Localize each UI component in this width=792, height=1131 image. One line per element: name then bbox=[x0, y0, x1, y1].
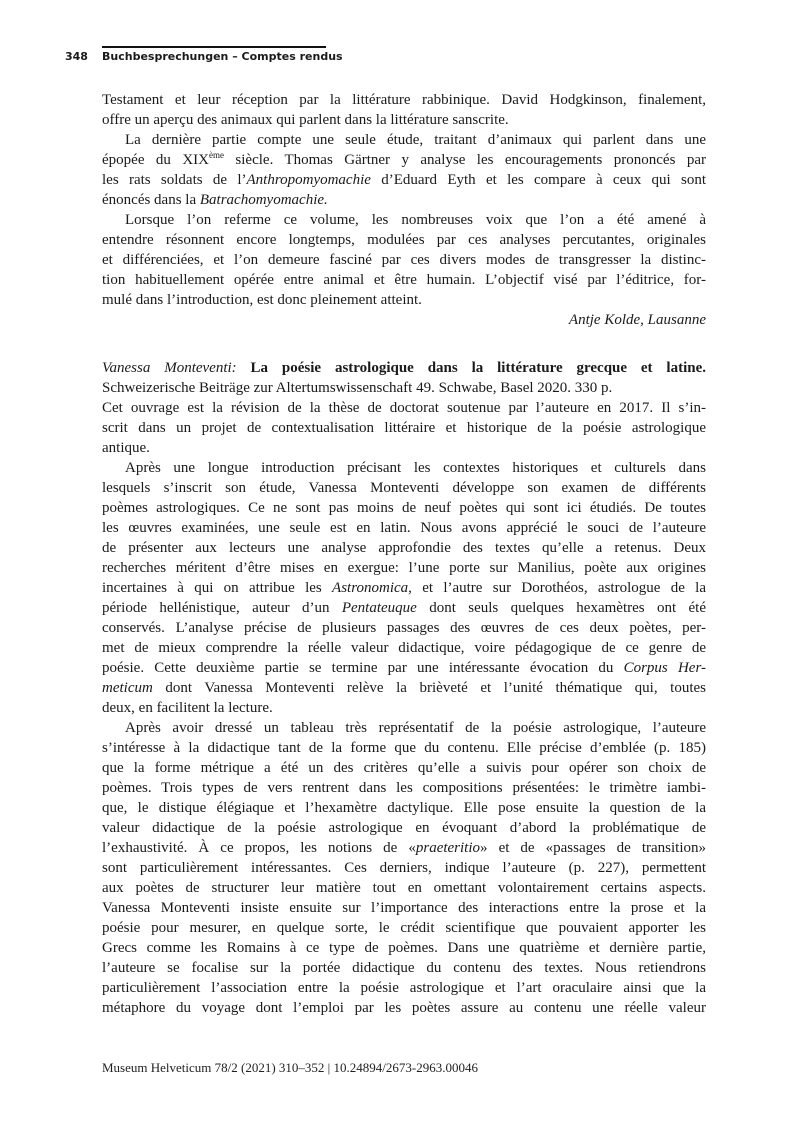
text-segment: métaphore du voyage dont l’emploi par les poètes assure au contenu une réelle valeur bbox=[102, 1000, 706, 1016]
text-segment: , et l’autre sur Dorothéos, astrologue de la bbox=[408, 580, 706, 596]
text-line bbox=[102, 358, 706, 378]
text-line bbox=[102, 778, 706, 798]
text-segment: Lorsque l’on referme ce volume, les nombreuses voix que l’on a été amené à bbox=[125, 212, 706, 228]
text-segment: dont seuls quelques hexamètres ont été bbox=[416, 600, 706, 616]
text-line bbox=[102, 150, 706, 170]
text-line bbox=[102, 718, 706, 738]
text-segment: les rats soldats de l’ bbox=[102, 172, 247, 188]
italic-text: Anthropomyomachie bbox=[246, 172, 371, 188]
text-segment: Grecs comme les Romains à ce type de poèmes. Dans une quatrième et dernière partie, bbox=[102, 940, 706, 956]
text-segment: les œuvres examinées, une seule est en latin. Nous avons apprécié le souci de l’auteure bbox=[102, 520, 706, 536]
text-line bbox=[102, 578, 706, 598]
italic-text: meticum bbox=[102, 680, 153, 696]
text-line bbox=[102, 110, 706, 130]
text-line bbox=[102, 190, 706, 210]
review-antje-kolde-end bbox=[102, 90, 706, 330]
text-line bbox=[102, 290, 706, 310]
text-segment: particulièrement l’association entre la poésie astrologique et l’art oraculaire ainsi que la bbox=[102, 980, 706, 996]
text-line bbox=[102, 378, 706, 398]
text-segment: Vanessa Monteventi insiste ensuite sur l’importance des interactions entre la prose et la bbox=[102, 900, 706, 916]
text-line bbox=[102, 90, 706, 110]
text-segment: offre un aperçu des animaux qui parlent dans la littérature sanscrite. bbox=[102, 112, 509, 128]
text-line bbox=[102, 938, 706, 958]
text-line bbox=[102, 658, 706, 678]
text-segment: Après avoir dressé un tableau très représentatif de la poésie astrologique, l’auteure bbox=[125, 720, 706, 736]
text-line bbox=[102, 638, 706, 658]
italic-text: Batrachomyomachie. bbox=[199, 192, 328, 208]
text-segment: aux poètes de structurer leur matière tout en omettant volontairement certains aspects. bbox=[102, 880, 706, 896]
text-segment: conservés. L’analyse précise de plusieurs passages des œuvres de ces deux poètes, per- bbox=[102, 620, 706, 636]
footer-citation: Museum Helveticum 78/2 (2021) 310–352 | 10.24894/2673-2963.00046 bbox=[102, 1060, 478, 1075]
text-line bbox=[102, 958, 706, 978]
text-line bbox=[102, 858, 706, 878]
text-segment: que, le distique élégiaque et l’hexamètre dactylique. Elle pose ensuite la question de la bbox=[102, 800, 706, 816]
text-segment: recherches méritent d’être mises en exergue: l’une porte sur Manilius, poète aux origines bbox=[102, 560, 706, 576]
text-segment: énoncés dans la bbox=[102, 192, 200, 208]
text-segment: scrit dans un projet de contextualisation littéraire et historique de la poésie astrologique bbox=[102, 420, 706, 436]
text-segment: de présenter aux lecteurs une analyse approfondie des textes qu’elle a retenus. Deux bbox=[102, 540, 706, 556]
text-segment: poésie. Cette deuxième partie se termine par une intéressante évocation du bbox=[102, 660, 624, 676]
text-line bbox=[102, 438, 706, 458]
text-segment: poèmes. Trois types de vers rentrent dans les compositions présentées: le trimètre iambi- bbox=[102, 780, 706, 796]
italic-text: Pentateuque bbox=[341, 600, 417, 616]
text-segment: s’intéresse à la didactique tant de la forme que du contenu. Elle précise d’emblée (p. 185) bbox=[102, 740, 706, 756]
book-title: La poésie astrologique dans la littérature grecque et latine. bbox=[250, 360, 706, 376]
text-segment: tion habituellement opérée entre animal et être humain. L’objectif visé par l’éditrice, for- bbox=[102, 272, 706, 288]
text-segment: met de mieux comprendre la réelle valeur didactique, voire pédagogique de ce genre de bbox=[102, 640, 706, 656]
text-segment: d’Eduard Eyth et les compare à ceux qui sont bbox=[370, 172, 706, 188]
text-line bbox=[102, 898, 706, 918]
italic-text: praeteritio bbox=[415, 840, 481, 856]
text-segment: incertaines à qui on attribue les bbox=[102, 580, 333, 596]
text-segment: antique. bbox=[102, 440, 150, 456]
text-segment: l’exhaustivité. À ce propos, les notions de « bbox=[102, 840, 416, 856]
text-segment: sont particulièrement intéressantes. Ces derniers, indique l’auteure (p. 227), permettent bbox=[102, 860, 706, 876]
text-segment: La dernière partie compte une seule étude, traitant d’animaux qui parlent dans une bbox=[125, 132, 706, 148]
italic-text: Astronomica bbox=[332, 580, 409, 596]
text-line bbox=[102, 918, 706, 938]
text-segment: poésie pour mesurer, en quelque sorte, le crédit scientifique que pouvaient apporter les bbox=[102, 920, 706, 936]
superscript: ème bbox=[209, 150, 224, 160]
text-line bbox=[102, 518, 706, 538]
text-segment: dont Vanessa Monteventi relève la brièveté et l’unité thématique qui, toutes bbox=[152, 680, 706, 696]
page-number: 348 bbox=[65, 50, 88, 63]
text-line bbox=[102, 838, 706, 858]
text-line bbox=[102, 210, 706, 230]
italic-text: Corpus Her- bbox=[623, 660, 706, 676]
text-line bbox=[102, 170, 706, 190]
italic-text: Vanessa Monteventi: bbox=[102, 360, 237, 376]
text-line bbox=[102, 230, 706, 250]
text-line bbox=[102, 250, 706, 270]
text-segment: mulé dans l’introduction, est donc pleinement atteint. bbox=[102, 292, 422, 308]
text-line bbox=[102, 998, 706, 1018]
text-line bbox=[102, 798, 706, 818]
text-segment: Testament et leur réception par la littérature rabbinique. David Hodgkinson, finalement, bbox=[102, 92, 706, 108]
text-segment: deux, en facilitent la lecture. bbox=[102, 700, 273, 716]
text-segment: que la forme métrique a été un des critères qu’elle a suivis pour opérer son choix de bbox=[102, 760, 706, 776]
text-line bbox=[102, 758, 706, 778]
text-line bbox=[102, 978, 706, 998]
text-segment: lesquels s’inscrit son étude, Vanessa Monteventi développe son examen de différents bbox=[102, 480, 706, 496]
text-line bbox=[102, 598, 706, 618]
text-line bbox=[102, 738, 706, 758]
text-line bbox=[102, 498, 706, 518]
text-segment: Schweizerische Beiträge zur Altertumswissenschaft 49. Schwabe, Basel 2020. 330 p. bbox=[102, 380, 613, 396]
text-line bbox=[102, 558, 706, 578]
text-line bbox=[102, 130, 706, 150]
text-segment: Après une longue introduction précisant les contextes historiques et culturels dans bbox=[125, 460, 706, 476]
text-segment bbox=[237, 360, 251, 376]
text-segment: période hellénistique, auteur d’un bbox=[102, 600, 342, 616]
text-line bbox=[102, 270, 706, 290]
text-segment: l’auteure se focalise sur la portée didactique du contenu des textes. Nous retiendrons bbox=[102, 960, 706, 976]
text-line bbox=[102, 678, 706, 698]
text-segment: siècle. Thomas Gärtner y analyse les encouragements prononcés par bbox=[224, 152, 706, 168]
text-line bbox=[102, 538, 706, 558]
running-title: Buchbesprechungen – Comptes rendus bbox=[102, 50, 343, 63]
text-segment: épopée du XIX bbox=[102, 152, 209, 168]
text-line bbox=[102, 458, 706, 478]
text-line bbox=[102, 618, 706, 638]
review-signature bbox=[102, 310, 706, 330]
text-segment: Cet ouvrage est la révision de la thèse de doctorat soutenue par l’auteure en 2017. Il s’in- bbox=[102, 400, 706, 416]
text-segment: valeur didactique de la poésie astrologique en évoquant d’abord la problématique de bbox=[102, 820, 706, 836]
text-line bbox=[102, 818, 706, 838]
text-line bbox=[102, 418, 706, 438]
text-line bbox=[102, 698, 706, 718]
text-line bbox=[102, 878, 706, 898]
text-segment: poèmes astrologiques. Ce ne sont pas moins de neuf poètes qui sont ici étudiés. De toutes bbox=[102, 500, 706, 516]
italic-text: Antje Kolde, Lausanne bbox=[568, 312, 706, 328]
text-line bbox=[102, 398, 706, 418]
text-segment: entendre résonnent encore longtemps, modulées par ces analyses percutantes, originales bbox=[102, 232, 706, 248]
text-segment: » et de «passages de transition» bbox=[480, 840, 706, 856]
header-rule bbox=[102, 46, 326, 48]
text-line bbox=[102, 478, 706, 498]
text-segment: et différenciées, et l’on demeure fasciné par ces divers modes de transgresser la distinc- bbox=[102, 252, 706, 268]
review-monteventi bbox=[102, 358, 706, 1018]
